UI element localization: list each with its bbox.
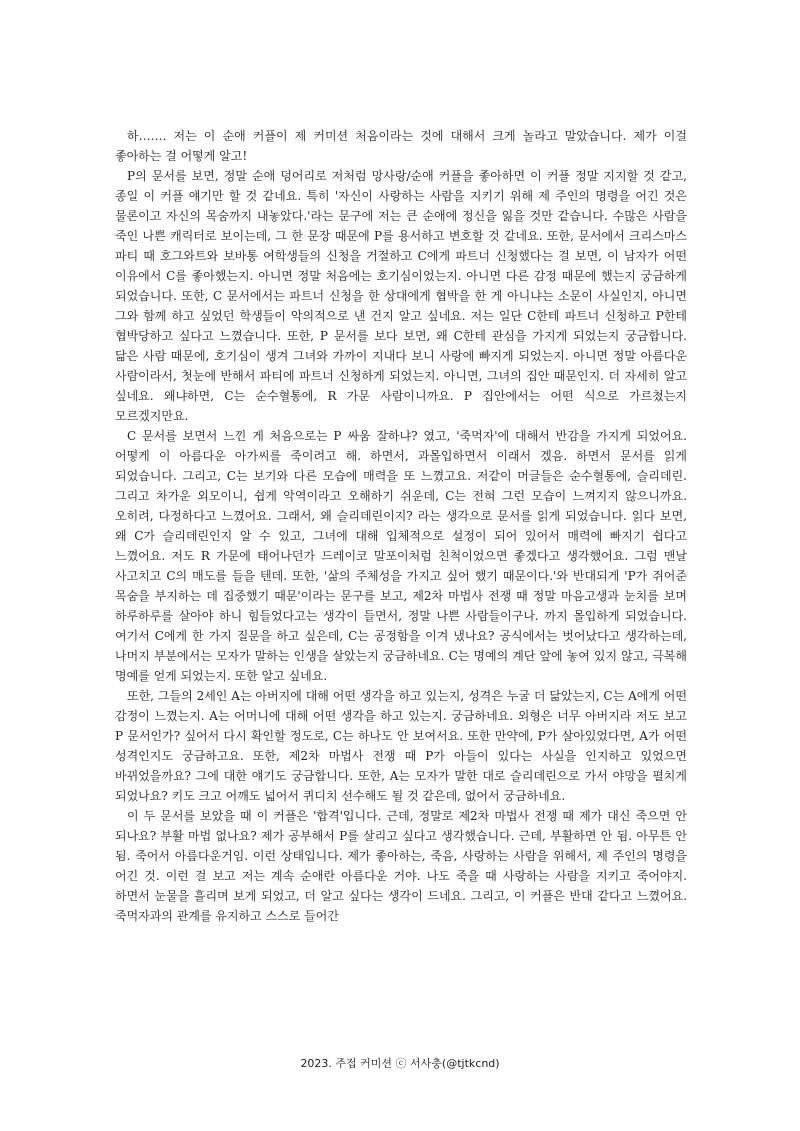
paragraph-child-a: 또한, 그들의 2세인 A는 아버지에 대해 어떤 생각을 하고 있는지, 성격은 누굴 더 닮았는지, C는 A에게 어떤 감정이 느꼈는지. A는 어머니에 대해 어떤 생각을 하고 있는지. 궁금하네요. 외형은 너무 아버지라 저도 보고 P 문서인가? 싶어서 다시 확인할 정도로, C는 하나도 안 보여서요. 또한 만약에, P가 살아있었다면, A가 어떤 성격인지도 궁금하고요. 또한, 제2차 마법사 전쟁 때 P가 아들이 있다는 사실을 인지하고 있었으면 바뀌었을까요? 그에 대한 얘기도 궁금합니다. 또한, A는 모자가 말한 대로 슬리데린으로 가서 야망을 펼치게 되었나요? 키도 크고 어깨도 넓어서 퀴디치 선수해도 될 것 같은데, 없어서 궁금하네요. [115, 689, 687, 803]
paragraph-conclusion: 이 두 문서를 보았을 때 이 커플은 '합격'입니다. 근데, 정말로 제2차 마법사 전쟁 때 제가 대신 죽으면 안 되나요? 부활 마법 없나요? 제가 공부해서 P를 살리고 싶다고 생각했습니다. 근데, 부활하면 안 됨. 아무튼 안 됨. 죽어서 아름다운거임. 이런 상태입니다. 제가 좋아하는, 죽음, 사랑하는 사람을 위해서, 제 주인의 명령을 어긴 것. 이런 걸 보고 저는 계속 순애란 아름다운 거야. 나도 죽을 때 사랑하는 사람을 지키고 죽어야지. 하면서 눈물을 흘리며 보게 되었고, 더 알고 싶다는 생각이 드네요. 그리고, 이 커플은 반대 같다고 느꼈어요. 죽먹자과의 관계를 유지하고 스스로 들어간 [115, 809, 687, 923]
document-body [115, 126, 687, 926]
page-footer: 2023. 주접 커미션 ⓒ 서사충(@tjtkcnd) [300, 1057, 500, 1070]
paragraph-c-document: C 문서를 보면서 느낀 게 처음으로는 P 싸움 잘하냐? 였고, '죽먹자'에 대해서 반감을 가지게 되었어요. 어떻게 이 아름다운 아가씨를 죽이려고 해. 하면서, 과몰입하면서 이래서 겠음. 하면서 문서를 읽게 되었습니다. 그리고, C는 보기와 다른 모습에 매력을 또 느꼈고요. 저같이 머글들은 순수혈통에, 슬리데린. 그리고 차가운 외모이니, 쉽게 악역이라고 오해하기 쉬운데, C는 전혀 그런 모습이 느껴지지 않으니까요. 오히려, 다정하다고 느꼈어요. 그래서, 왜 슬리데린이지? 라는 생각으로 문서를 읽게 되었습니다. 읽다 보면, 왜 C가 슬리데린인지 알 수 있고, 그녀에 대해 입체적으로 설정이 되어 있어서 매력에 빠지기 쉽다고 느꼈어요. 저도 R 가문에 태어나던가 드레이코 말포이처럼 친척이었으면 좋겠다고 생각했어요. 그럼 맨날 사고치고 C의 매도를 들을 텐데. 또한, '삶의 주체성을 가지고 싶어 했기 때문이다.'와 반대되게 'P가 쥐어준 목숨을 부지하는 데 집중했기 때문'이라는 문구를 보고, 제2차 마법사 전쟁 때 정말 마음고생과 눈치를 보며 하루하루를 살아야 하니 힘들었다고는 생각이 들면서, 정말 나쁜 사람들이구나. 까지 몰입하게 되었습니다. 여기서 C에게 한 가지 질문을 하고 싶은데, C는 공정함을 이겨 냈나요? 공식에서는 벗어났다고 생각하는데, 나머지 부분에서는 모자가 말하는 인생을 살았는지 궁금하네요. C는 명예의 계단 앞에 놓여 있지 않고, 극복해 명예를 얻게 되었는지. 또한 알고 싶네요. [115, 429, 687, 683]
paragraph-p-document: P의 문서를 보면, 정말 순애 덩어리로 저처럼 망사랑/순애 커플을 좋아하면 이 커플 정말 지지할 것 같고, 종일 이 커플 얘기만 할 것 같네요. 특히 '자신이 사랑하는 사람을 지키기 위해 제 주인의 명령을 어긴 것은 물론이고 자신의 목숨까지 내놓았다.'라는 문구에 저는 큰 순애에 정신을 잃을 것만 같습니다. 수많은 사람을 죽인 나쁜 캐릭터로 보이는데, 그 한 문장 때문에 P를 용서하고 변호할 것 같네요. 또한, 문서에서 크리스마스 파티 때 호그와트와 보바통 여학생들의 신청을 거절하고 C에게 파트너 신청했다는 걸 보면, 이 남자가 어떤 이유에서 C를 좋아했는지. 아니면 정말 처음에는 호기심이었는지. 아니면 다른 감정 때문에 했는지 궁금하게 되었습니다. 또한, C 문서에서는 파트너 신청을 한 상대에게 협박을 한 게 아니냐는 소문이 사실인지, 아니면 그와 함께 하고 싶었던 학생들이 악의적으로 낸 건지 알고 싶네요. 저는 일단 C한테 파트너 신청하고 P한테 협박당하고 싶다고 느꼈습니다. 또한, P 문서를 보다 보면, 왜 C한테 관심을 가지게 되었는지 궁금합니다. 닮은 사람 때문에, 호기심이 생겨 그녀와 가까이 지내다 보니 사랑에 빠지게 되었는지. 아니면 정말 아름다운 사람이라서, 첫눈에 반해서 파티에 파트너 신청하게 되었는지. 아니면, 그녀의 집안 때문인지. 더 자세히 알고 싶네요. 왜냐하면, C는 순수혈통에, R 가문 사람이니까요. P 집안에서는 어떤 식으로 가르쳤는지 모르겠지만요. [115, 169, 687, 423]
paragraph-intro: 하……. 저는 이 순애 커플이 제 커미션 처음이라는 것에 대해서 크게 놀라고 말았습니다. 제가 이걸 좋아하는 걸 어떻게 알고! [115, 129, 687, 163]
